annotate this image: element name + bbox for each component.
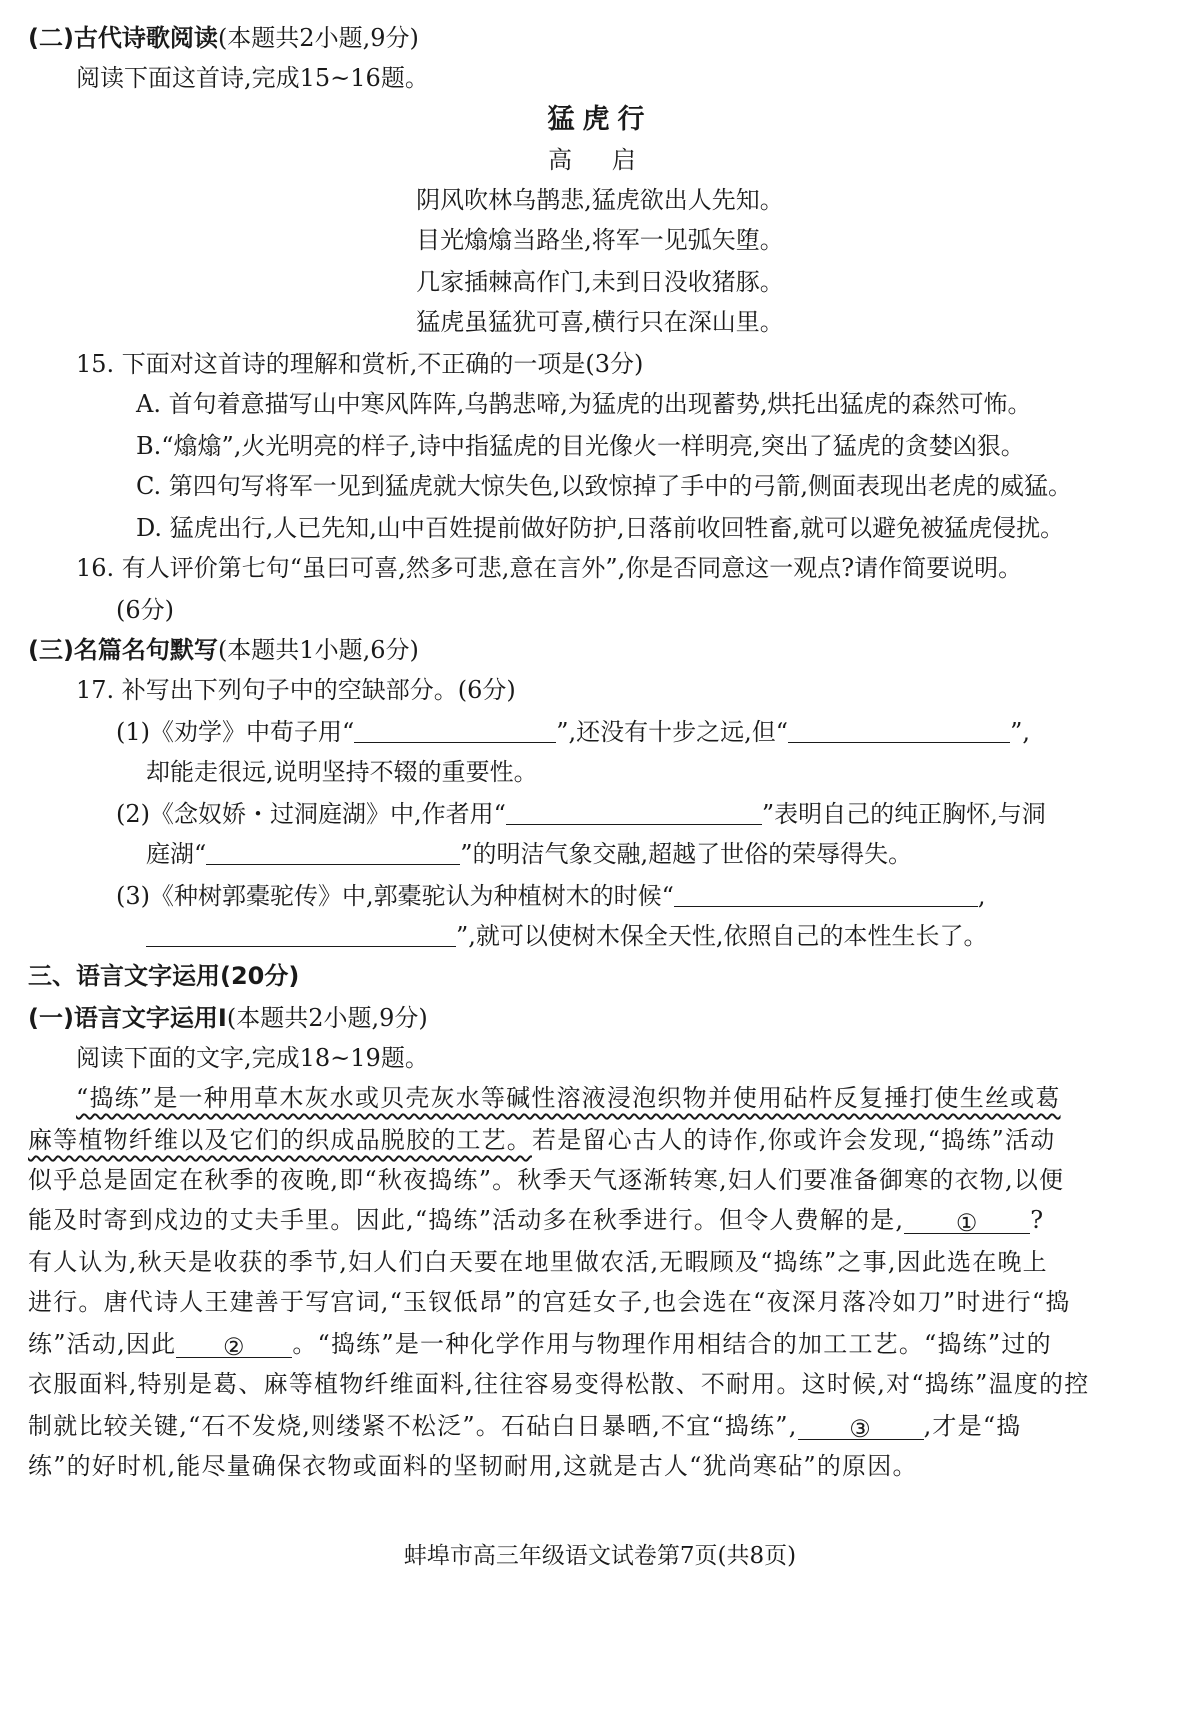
part-heading-language: 三、语言文字运用(20分) [28,962,300,990]
answer-blank[interactable] [146,922,456,947]
item-text: ”, [1010,718,1030,746]
option-b: B.“熻熻”,火光明亮的样子,诗中指猛虎的目光像火一样明亮,突出了猛虎的贪婪凶狠。 [136,432,1025,460]
poem-line: 猛虎虽猛犹可喜,横行只在深山里。 [416,308,784,336]
section-heading-language-1 [28,1004,428,1033]
option-c: C. 第四句写将军一见到猛虎就大惊失色,以致惊掉了手中的弓箭,侧面表现出老虎的威猛。 [136,472,1073,500]
section-heading-poetry [28,24,419,53]
passage-line: 似乎总是固定在秋季的夜晚,即“秋夜捣练”。秋季天气逐渐转寒,妇人们要准备御寒的衣物,以便 [28,1166,1065,1194]
passage-text: ,才是“捣 [923,1412,1022,1440]
q17-item-3-cont [146,922,988,951]
item-text: , [977,882,986,910]
language-intro: 阅读下面的文字,完成18~19题。 [76,1044,429,1072]
question-16-stem: 16. 有人评价第七句“虽曰可喜,然多可悲,意在言外”,你是否同意这一观点?请作简要说明。 [76,554,1023,582]
poem-author: 高 启 [548,146,652,174]
item-text: ”表明自己的纯正胸怀,与洞 [761,800,1046,828]
passage-text: ? [1030,1206,1045,1234]
item-text: 庭湖“ [146,840,207,868]
answer-blank[interactable] [506,800,762,825]
answer-blank-1[interactable]: ① [904,1209,1030,1234]
option-d: D. 猛虎出行,人已先知,山中百姓提前做好防护,日落前收回牲畜,就可以避免被猛虎侵扰。 [136,514,1065,542]
section-note: (本题共2小题,9分) [226,1004,428,1032]
item-text: (1)《劝学》中荀子用“ [116,718,355,746]
question-15-stem: 15. 下面对这首诗的理解和赏析,不正确的一项是(3分) [76,350,644,378]
answer-blank[interactable] [674,882,978,907]
q17-item-3 [116,882,986,911]
item-text: ”的明洁气象交融,超越了世俗的荣辱得失。 [460,840,913,868]
item-text: ”,就可以使树木保全天性,依照自己的本性生长了。 [456,922,988,950]
question-16-score: (6分) [116,596,174,624]
wavy-underlined-text: 麻等植物纤维以及它们的织成品脱胶的工艺。 [28,1126,532,1154]
passage-line: 练”的好时机,能尽量确保衣物或面料的坚韧耐用,这就是古人“犹尚寒砧”的原因。 [28,1452,918,1480]
answer-blank-3[interactable]: ③ [798,1415,924,1440]
section-note: (本题共2小题,9分) [217,24,419,52]
question-17-stem: 17. 补写出下列句子中的空缺部分。(6分) [76,676,516,704]
q17-item-1 [116,718,1030,747]
q17-item-2 [116,800,1046,829]
section-title: (三)名篇名句默写 [28,636,218,664]
answer-blank[interactable] [788,718,1010,743]
answer-blank[interactable] [206,840,460,865]
section-heading-recitation [28,636,419,665]
section-note: (本题共1小题,6分) [217,636,419,664]
item-text: (3)《种树郭橐驼传》中,郭橐驼认为种植树木的时候“ [116,882,674,910]
passage-line [28,1126,1055,1155]
poem-line: 几家插棘高作门,未到日没收猪豚。 [416,268,784,296]
item-text: ”,还没有十步之远,但“ [556,718,789,746]
passage-text: 能及时寄到戍边的丈夫手里。因此,“捣练”活动多在秋季进行。但令人费解的是, [28,1206,905,1234]
passage-line: 有人认为,秋天是收获的季节,妇人们白天要在地里做农活,无暇顾及“捣练”之事,因此选在晚上 [28,1248,1048,1276]
passage-line [28,1412,1022,1441]
page-footer: 蚌埠市高三年级语文试卷第7页(共8页) [403,1543,797,1569]
passage-text: 若是留心古人的诗作,你或许会发现,“捣练”活动 [532,1126,1056,1154]
poem-line: 阴风吹林乌鹊悲,猛虎欲出人先知。 [416,186,784,214]
section-title: (二)古代诗歌阅读 [28,24,218,52]
q17-item-2-cont [146,840,912,869]
q17-item-1-cont: 却能走很远,说明坚持不辍的重要性。 [146,758,538,786]
wavy-underlined-text: “捣练”是一种用草木灰水或贝壳灰水等碱性溶液浸泡织物并使用砧杵反复捶打使生丝或葛 [76,1084,1061,1112]
answer-blank[interactable] [354,718,556,743]
poetry-intro: 阅读下面这首诗,完成15~16题。 [76,64,429,92]
passage-line [28,1330,1052,1359]
poem-title: 猛虎行 [547,104,653,135]
passage-line: 进行。唐代诗人王建善于写宫词,“玉钗低昂”的宫廷女子,也会选在“夜深月落冷如刀”时进行“捣 [28,1288,1071,1316]
passage-line [28,1206,1044,1235]
poem-line: 目光熻熻当路坐,将军一见弧矢堕。 [416,226,784,254]
section-title: (一)语言文字运用Ⅰ [28,1004,227,1032]
passage-text: 练”活动,因此 [28,1330,177,1358]
passage-line: 衣服面料,特别是葛、麻等植物纤维面料,往往容易变得松散、不耐用。这时候,对“捣练”温度的控 [28,1370,1090,1398]
passage-line [76,1084,1061,1113]
item-text: (2)《念奴娇・过洞庭湖》中,作者用“ [116,800,506,828]
passage-text: 制就比较关键,“石不发烧,则缕紧不松泛”。石砧白日暴晒,不宜“捣练”, [28,1412,798,1440]
answer-blank-2[interactable]: ② [176,1333,292,1358]
option-a: A. 首句着意描写山中寒风阵阵,乌鹊悲啼,为猛虎的出现蓄势,烘托出猛虎的森然可怖。 [136,390,1032,418]
passage-text: 。“捣练”是一种化学作用与物理作用相结合的加工工艺。“捣练”过的 [292,1330,1052,1358]
